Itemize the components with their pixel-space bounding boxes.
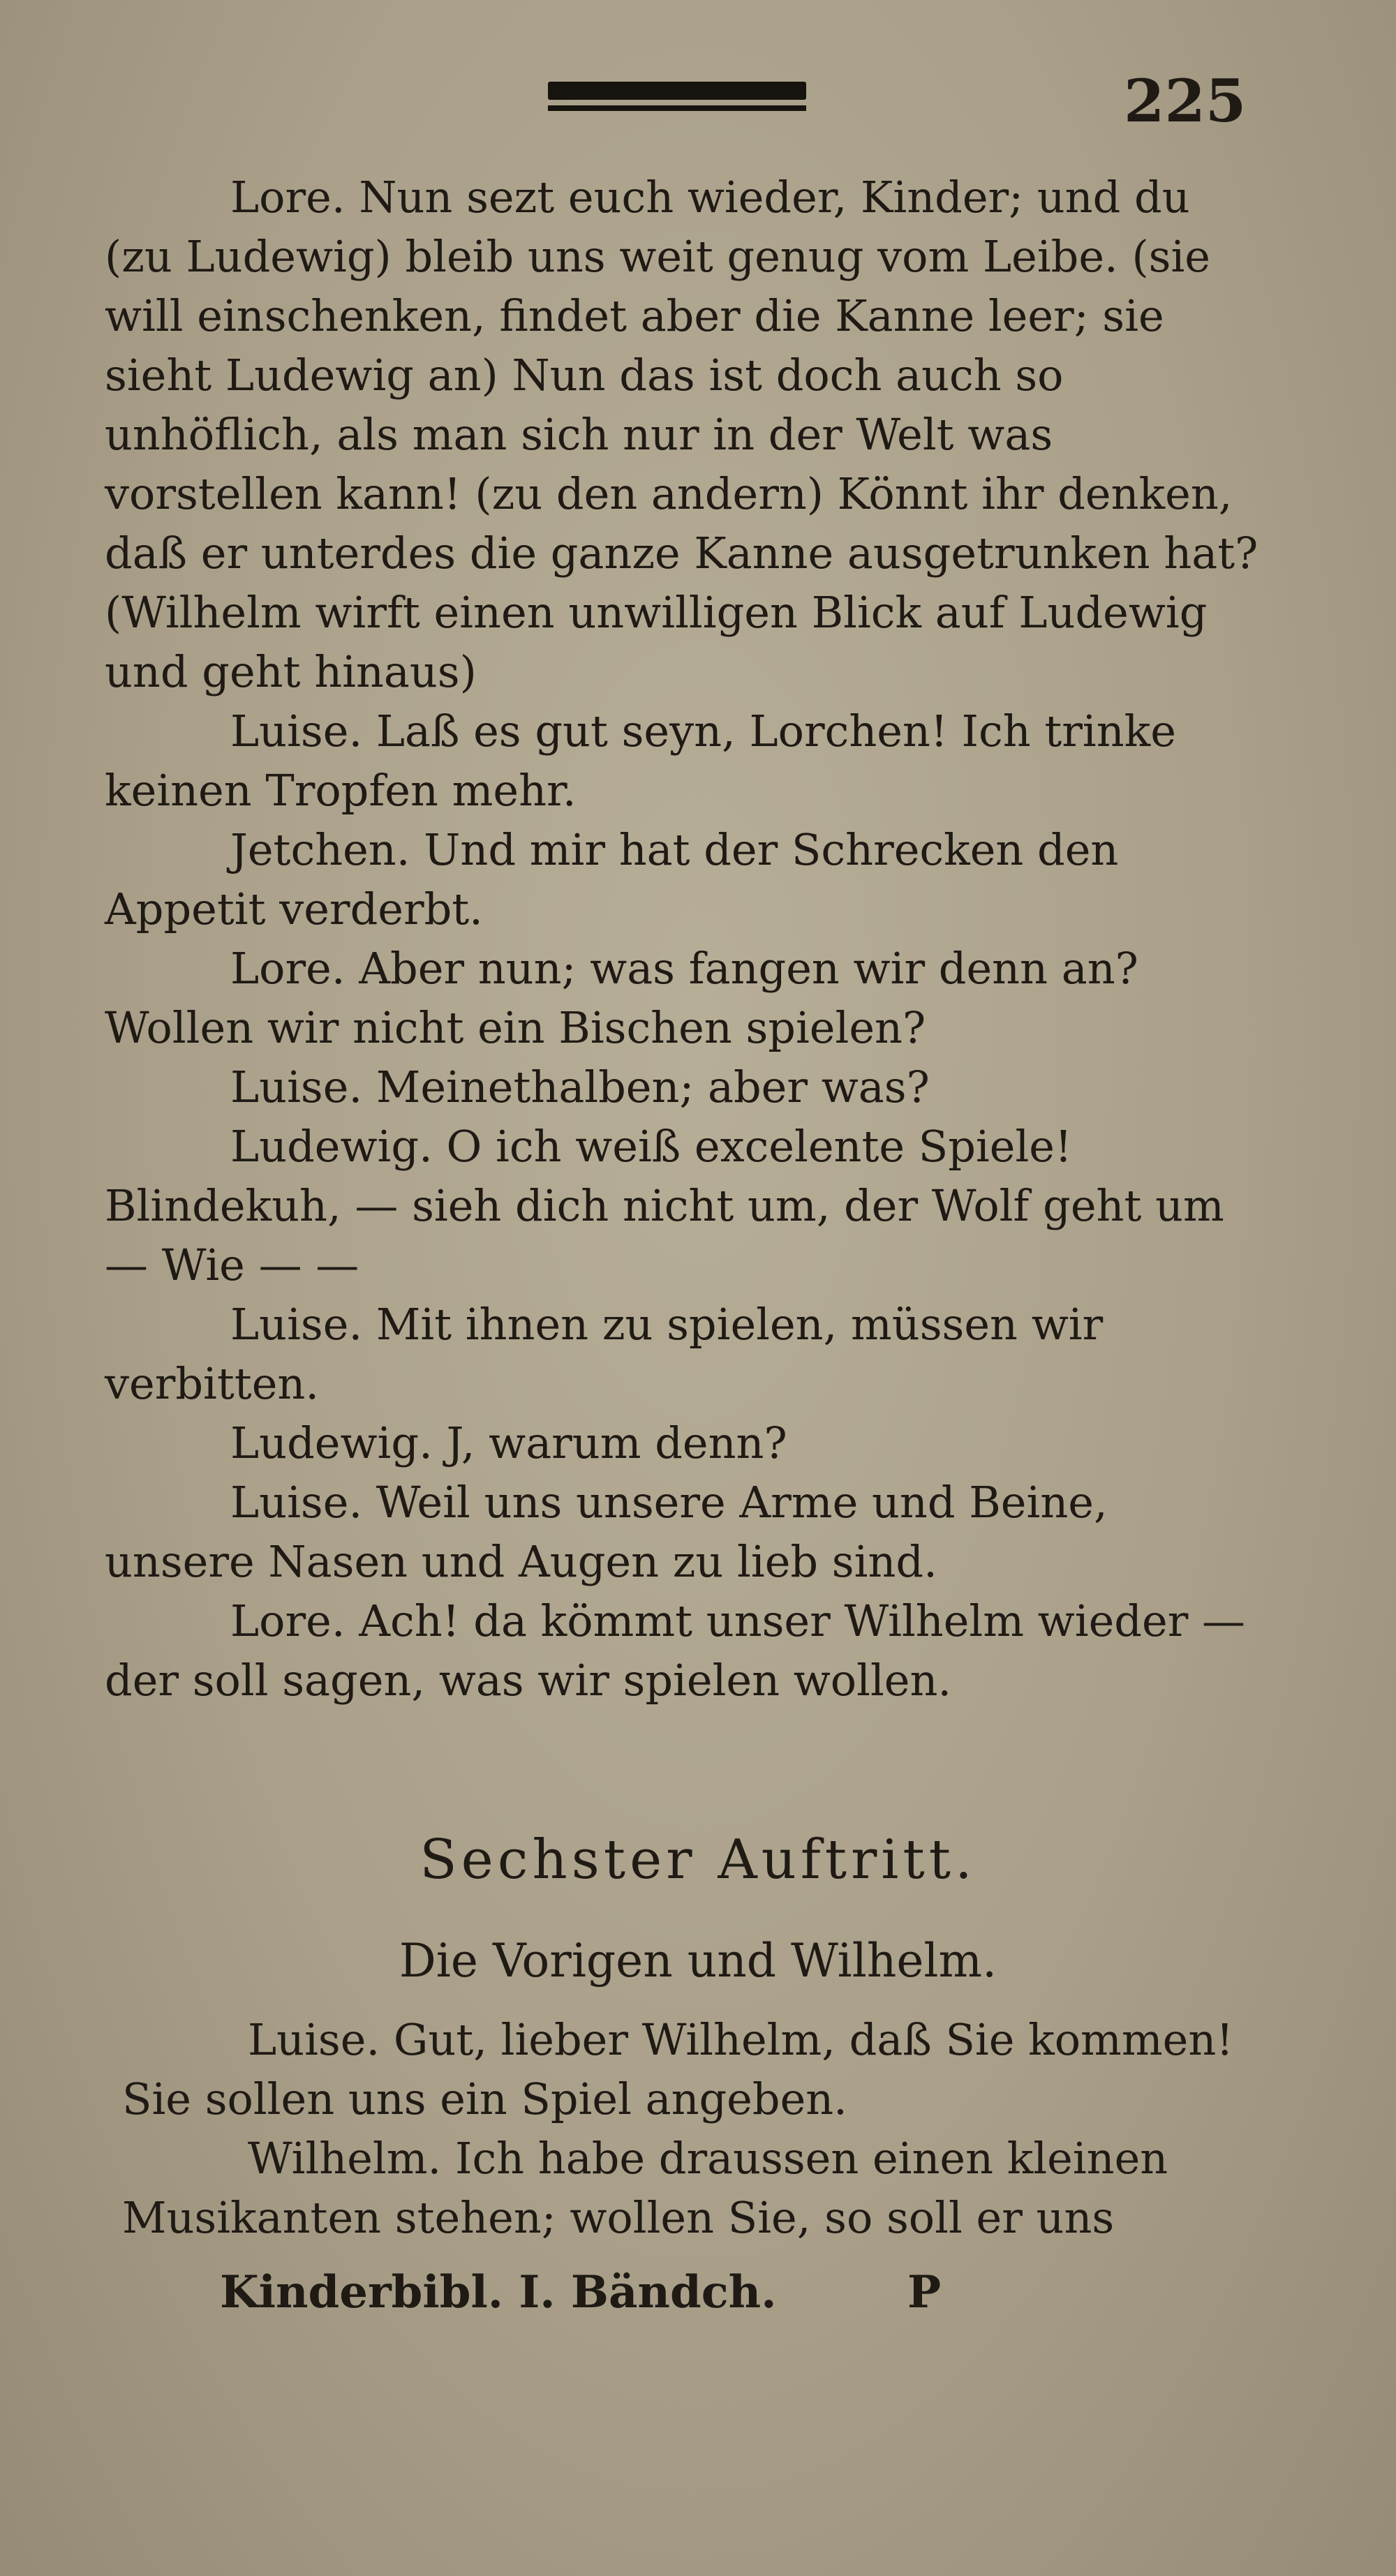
paragraph: Lore. Aber nun; was fangen wir denn an? Wollen wir nicht ein Bischen spielen? xyxy=(105,943,1138,1053)
paragraph: Ludewig. J, warum denn? xyxy=(230,1417,787,1468)
running-head xyxy=(0,66,1396,143)
scene-subtitle: Die Vorigen und Wilhelm. xyxy=(399,1934,997,1988)
paragraph: Lore. Ach! da kömmt unser Wilhelm wieder — der soll sagen, was wir spielen wollen. xyxy=(105,1595,1246,1706)
paragraph: Wilhelm. Ich habe draussen einen kleinen Musikanten stehen; wollen Sie, so soll er uns xyxy=(122,2133,1168,2243)
paragraph: Ludewig. O ich weiß excelente Spiele! Blindekuh, — sieh dich nicht um, der Wolf geht um — Wie — — xyxy=(105,1121,1224,1290)
scene-title: Sechster Auftritt. xyxy=(419,1829,977,1891)
header-rule-thin xyxy=(548,105,806,111)
paragraph: Luise. Mit ihnen zu spielen, müssen wir verbitten. xyxy=(105,1299,1104,1409)
signature-label: Kinderbibl. I. Bändch. xyxy=(220,2266,777,2318)
page-footer xyxy=(0,2258,1396,2328)
body-text-continued xyxy=(122,2010,1274,2247)
header-rule-thick xyxy=(548,82,806,100)
paragraph: Luise. Laß es gut seyn, Lorchen! Ich trinke keinen Tropfen mehr. xyxy=(105,706,1176,816)
signature-mark: P xyxy=(907,2266,942,2318)
paragraph: Luise. Gut, lieber Wilhelm, daß Sie kommen! Sie sollen uns ein Spiel angeben. xyxy=(122,2014,1234,2124)
paragraph: Jetchen. Und mir hat der Schrecken den Appetit verderbt. xyxy=(105,824,1119,935)
header-rule xyxy=(548,82,806,115)
paragraph: Luise. Weil uns unsere Arme und Beine, unsere Nasen und Augen zu lieb sind. xyxy=(105,1477,1108,1587)
page-number: 225 xyxy=(1124,66,1247,135)
paragraph: Luise. Meinethalben; aber was? xyxy=(230,1062,930,1112)
paragraph: Lore. Nun sezt euch wieder, Kinder; und du (zu Ludewig) bleib uns weit genug vom Leibe. (sie will einschenken, findet aber die Kanne leer; sie sieht Ludewig an) Nun das ist doch auch so unhöflich, als man sich nur in der Welt was vorstellen kann! (zu den andern) Könnt ihr denken, daß er unterdes die ganze Kanne ausgetrunken hat? (Wilhelm wirft einen unwilligen Blick auf Ludewig und geht hinaus) xyxy=(105,172,1258,697)
body-text xyxy=(105,167,1263,1710)
